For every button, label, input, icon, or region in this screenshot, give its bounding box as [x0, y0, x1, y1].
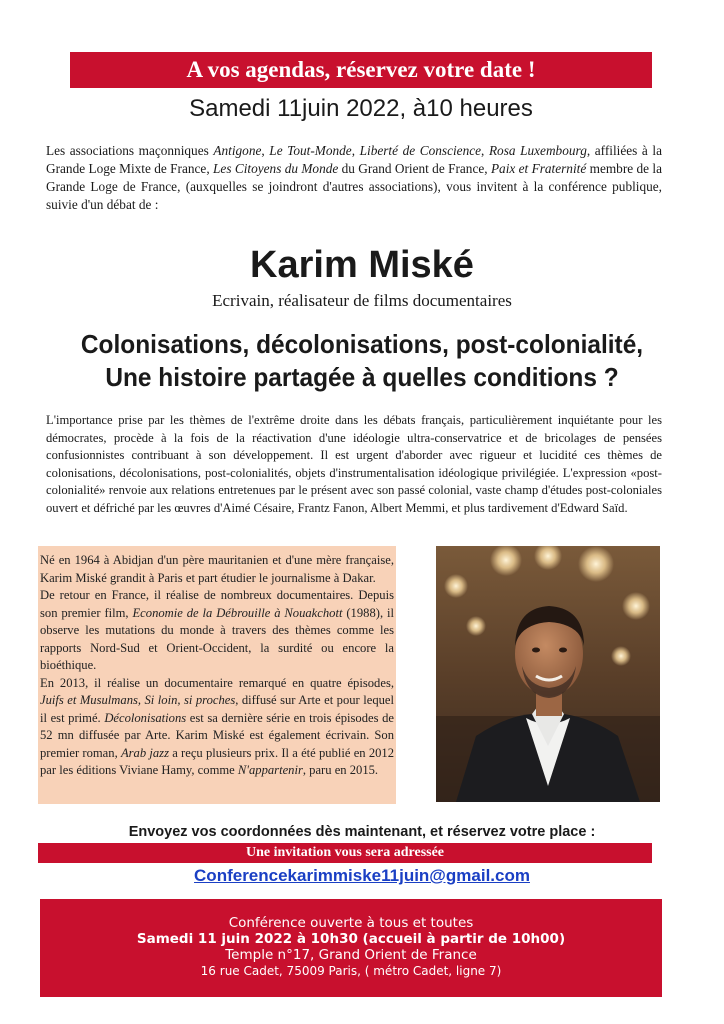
series-title: Décolonisations	[104, 710, 187, 725]
film-title: Economie de la Débrouille à Nouakchott	[132, 605, 343, 620]
event-date-heading: Samedi 11juin 2022, à10 heures	[189, 95, 533, 122]
film-title: Juifs et Musulmans, Si loin, si proches	[40, 693, 236, 707]
agenda-banner-text: A vos agendas, réservez votre date !	[186, 57, 536, 82]
footer-address: 16 rue Cadet, 75009 Paris, ( métro Cadet, ligne 7)	[200, 964, 502, 978]
speaker-photo	[436, 546, 660, 802]
speaker-bio	[38, 546, 396, 804]
intro-paragraph	[46, 142, 662, 214]
association-name: Rosa Luxembourg	[488, 143, 587, 158]
reservation-instruction: Envoyez vos coordonnées dès maintenant, et réservez votre place :	[128, 824, 596, 840]
invitation-banner	[38, 843, 652, 863]
association-name: Liberté de Conscience	[359, 143, 482, 158]
intro-text: Les associations maçonniques	[46, 143, 214, 158]
intro-text: ,	[261, 143, 270, 158]
intro-text: , affiliées à la Grande Loge Mixte de France,	[46, 143, 662, 176]
event-info-footer	[40, 899, 662, 997]
novel-title: N'appartenir	[237, 763, 303, 777]
association-name: Antigone	[213, 143, 262, 158]
intro-text: du Grand Orient de France,	[338, 161, 491, 176]
association-name: Les Citoyens du Monde	[213, 161, 339, 176]
talk-title-line-2: Une histoire partagée à quelles conditions ?	[105, 362, 619, 392]
association-name: Le Tout-Monde	[269, 143, 352, 158]
intro-text: ,	[351, 143, 360, 158]
bio-paragraph-3: En 2013, il réalise un documentaire remarqué en quatre épisodes, Juifs et Musulmans, Si loin, si proches, diffusé sur Arte et pour lequel il est primé. Décolonisations est sa dernière série en trois épisodes de 52 mn diffusée par Arte. Karim Miské est également écrivain. Son premier roman, Arab jazz a reçu plusieurs prix. Il a été publié en 2012 par les éditions Viviane Hamy, comme N'appartenir, paru en 2015.	[40, 675, 395, 777]
agenda-banner	[70, 52, 652, 88]
talk-title	[41, 328, 684, 394]
novel-title: Arab jazz	[120, 745, 169, 760]
footer-open-to-all: Conférence ouverte à tous et toutes	[228, 915, 474, 931]
contact-email-link[interactable]: Conferencekarimmiske11juin@gmail.com	[194, 866, 530, 885]
bio-paragraph-2: De retour en France, il réalise de nombreux documentaires. Depuis son premier film, Economie de la Débrouille à Nouakchott (1988), il observe les mutations du monde à travers des thèmes comme les rapports Nord-Sud et Orient-Occident, la surdité ou encore la bioéthique.	[40, 588, 394, 672]
intro-text: membre de la Grande Loge de France, (auxquelles se joindront d'autres associations), vous invitent à la conférence publique, suivie d'un débat de :	[46, 161, 663, 212]
association-name: Paix et Fraternité	[490, 161, 587, 176]
footer-datetime: Samedi 11 juin 2022 à 10h30 (accueil à partir de 10h00)	[136, 931, 566, 947]
speaker-name: Karim Miské	[250, 244, 474, 286]
invitation-text: Une invitation vous sera adressée	[245, 845, 445, 860]
talk-title-line-1: Colonisations, décolonisations, post-colonialité,	[80, 329, 644, 359]
talk-description: L'importance prise par les thèmes de l'extrême droite dans les débats français, particulièrement inquiétante pour les démocrates, procède à la fois de la réactivation d'une idéologie ultra-conservatrice et de bricolages de pensées confusionnistes contribuant à son développement. Il est urgent d'aborder avec rigueur et lucidité ces thèmes de colonisations, décolonisations, post-colonialités, objets d'instrumentalisation idéologique privilégiée. L'expression «post-colonialité» renvoie aux relations entretenues par le présent avec son passé colonial, vaste champ d'études post-coloniales ouvert et défriché par les œuvres d'Aimé Césaire, Frantz Fanon, Albert Memmi, et plus tardivement d'Edward Saïd.	[46, 413, 662, 515]
intro-text: ,	[481, 143, 489, 158]
bio-paragraph-1: Né en 1964 à Abidjan d'un père mauritanien et d'une mère française, Karim Miské grandit à Paris et part étudier le journalisme à Dakar.	[40, 553, 394, 585]
footer-venue: Temple n°17, Grand Orient de France	[225, 947, 477, 963]
speaker-role: Ecrivain, réalisateur de films documentaires	[212, 291, 512, 310]
